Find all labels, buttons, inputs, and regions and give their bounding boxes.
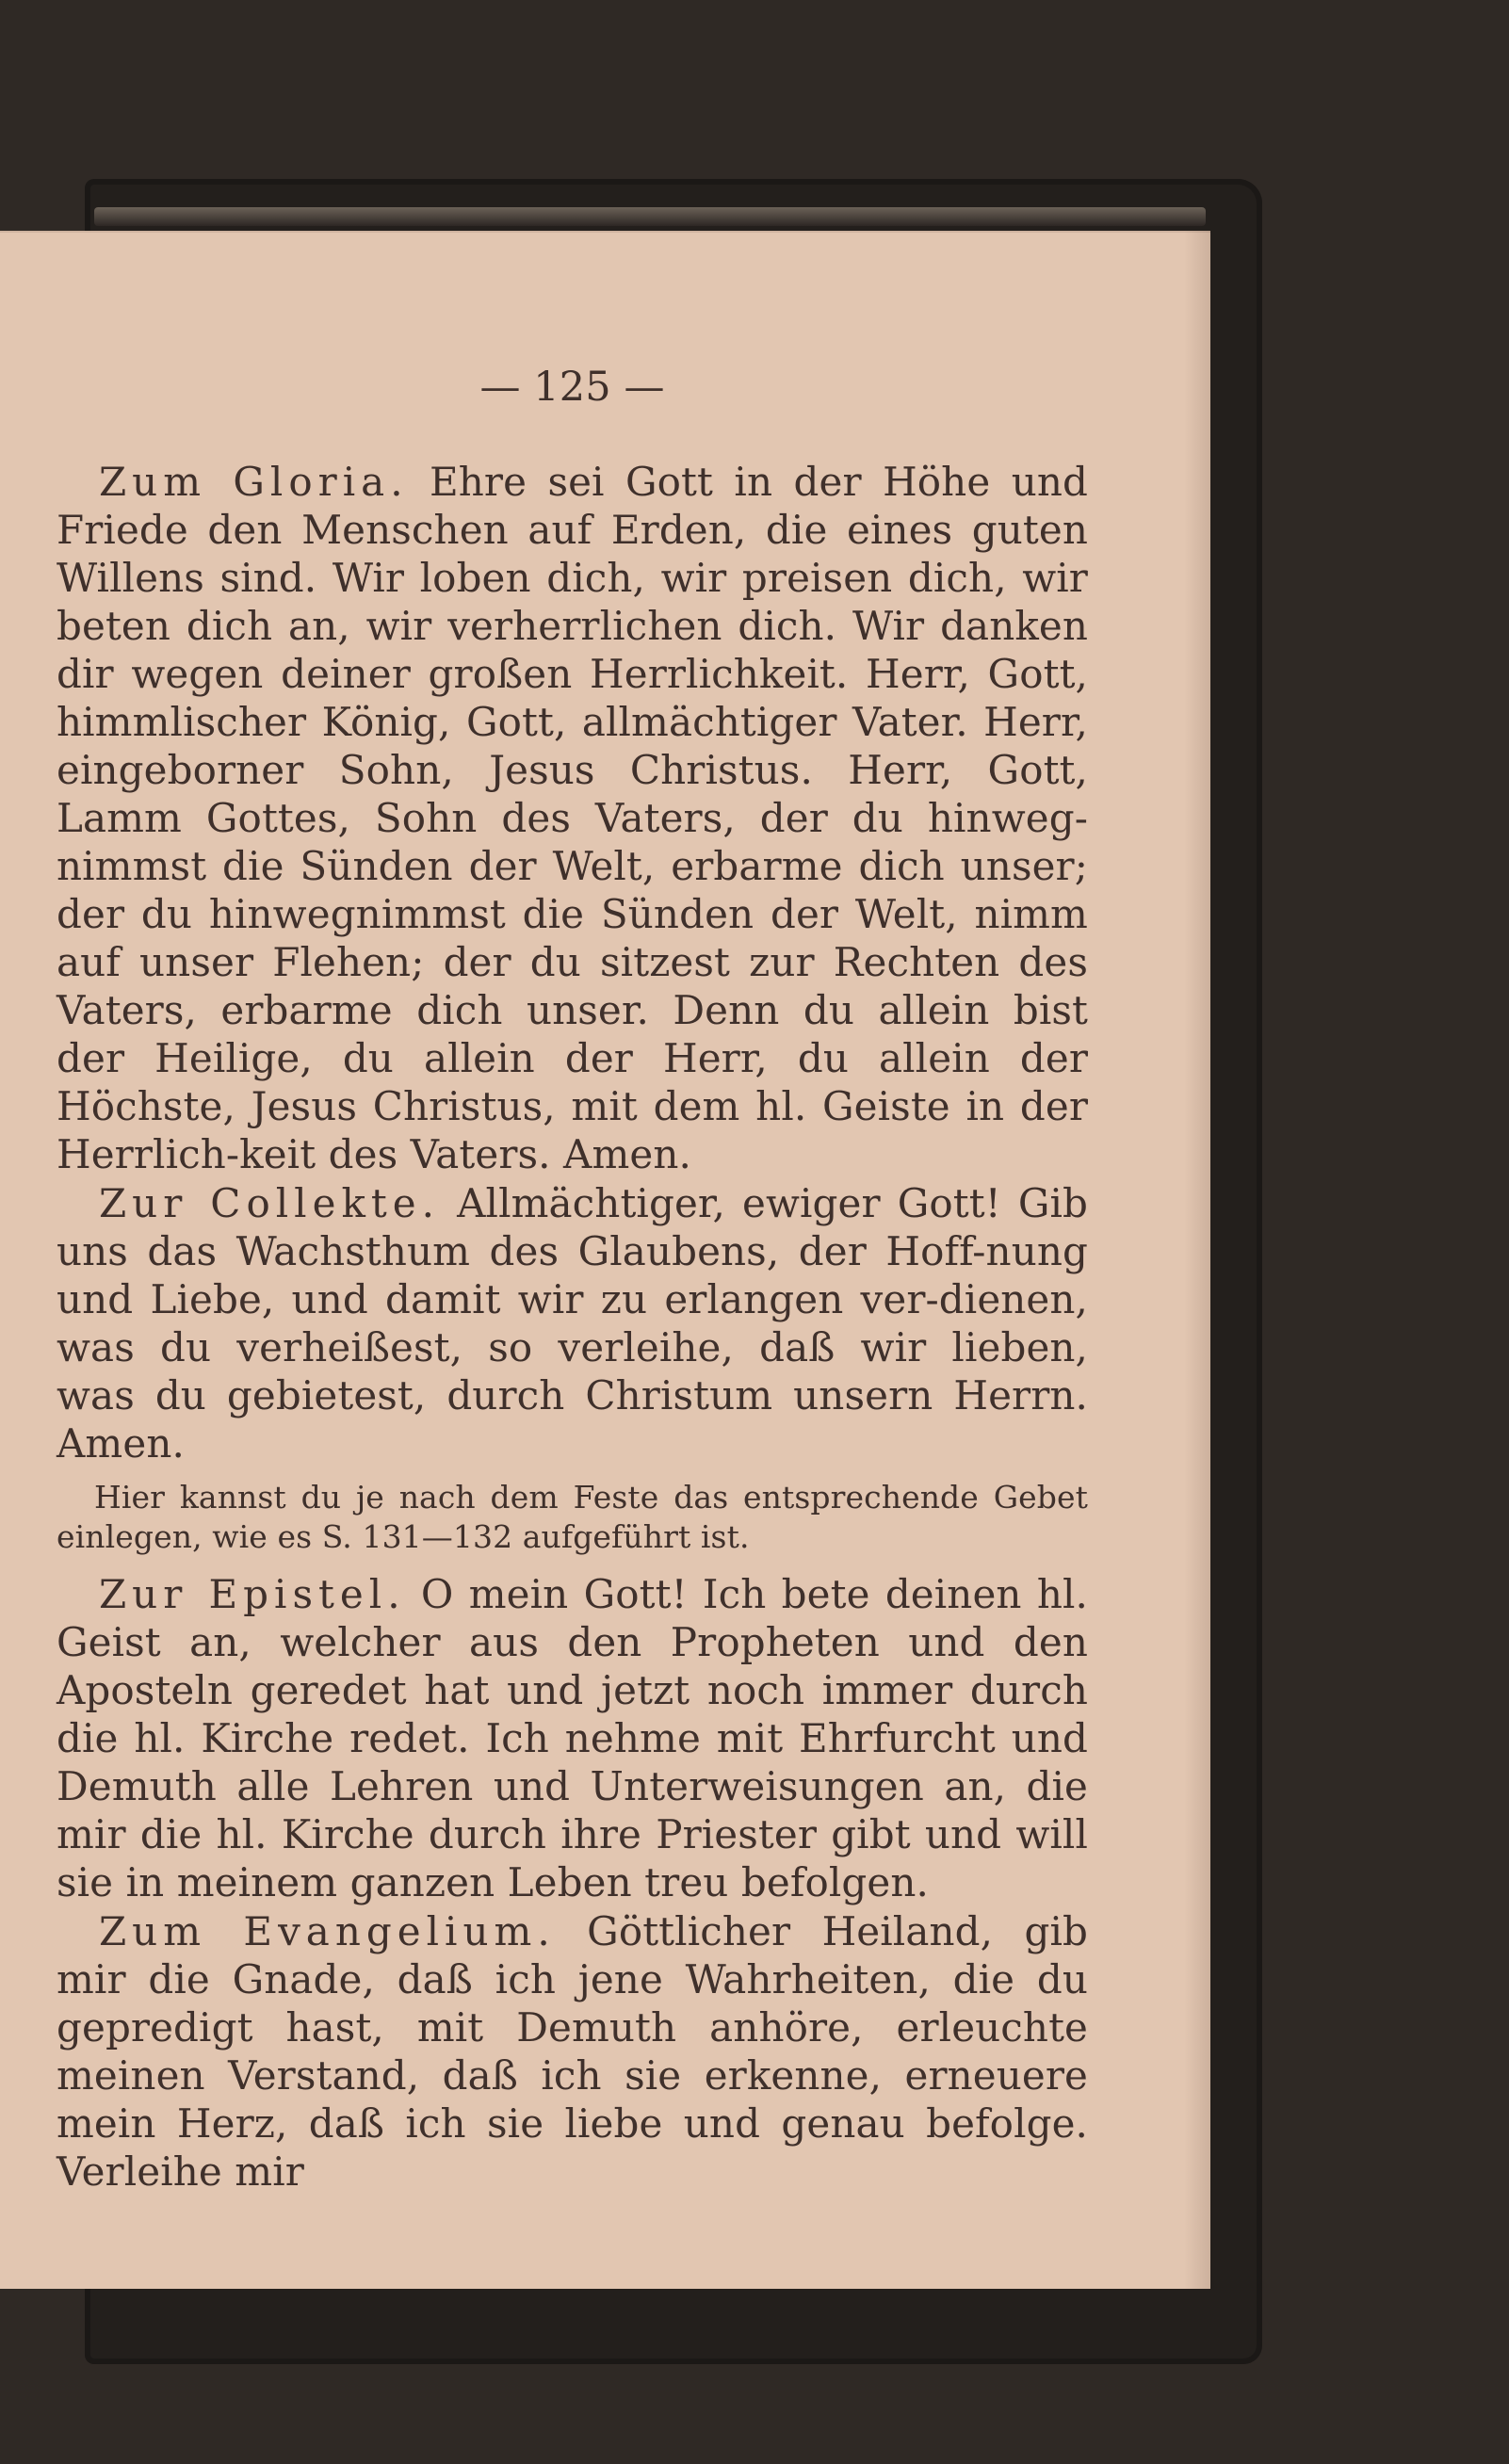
liturgical-note: Hier kannst du je nach dem Feste das entsprechende Gebet einlegen, wie es S. 131—132 aufgeführt ist. bbox=[57, 1479, 1088, 1555]
evangelium-heading: Zum Evangelium. bbox=[99, 1908, 556, 1954]
gloria-paragraph bbox=[57, 458, 1088, 1178]
page-edge-shadow bbox=[94, 207, 1206, 226]
collecte-paragraph bbox=[57, 1179, 1088, 1467]
page-text bbox=[57, 364, 1089, 2196]
epistel-paragraph bbox=[57, 1570, 1088, 1906]
gloria-heading: Zum Gloria. bbox=[99, 459, 409, 505]
gloria-text: Ehre sei Gott in der Höhe und Friede den Menschen auf Erden, die eines guten Willens sind. Wir loben dich, wir preisen dich, wir beten dich an, wir verherrlichen dich. Wir danken dir wegen deiner großen Herrlichkeit. Herr, Gott, himmlischer König, Gott, allmächtiger Vater. Herr, eingeborner Sohn, Jesus Christus. Herr, Gott, Lamm Gottes, Sohn des Vaters, der du hinweg-nimmst die Sünden der Welt, erbarme dich unser; der du hinwegnimmst die Sünden der Welt, nimm auf unser Flehen; der du sitzest zur Rechten des Vaters, erbarme dich unser. Denn du allein bist der Heilige, du allein der Herr, du allein der Höchste, Jesus Christus, mit dem hl. Geiste in der Herrlich-keit des Vaters. Amen. bbox=[57, 459, 1088, 1177]
collecte-text: Allmächtiger, ewiger Gott! Gib uns das Wachsthum des Glaubens, der Hoff-nung und Liebe, und damit wir zu erlangen ver-dienen, was du verheißest, so verleihe, daß wir lieben, was du gebietest, durch Christum unsern Herrn. Amen. bbox=[57, 1180, 1089, 1467]
page-number: — 125 — bbox=[479, 364, 665, 411]
epistel-heading: Zur Epistel. bbox=[99, 1571, 406, 1617]
collecte-heading: Zur Collekte. bbox=[99, 1180, 440, 1226]
evangelium-paragraph bbox=[57, 1907, 1088, 2196]
evangelium-text: Göttlicher Heiland, gib mir die Gnade, daß ich jene Wahrheiten, die du gepredigt hast, mit Demuth anhöre, erleuchte meinen Verstand, daß ich sie erkenne, erneuere mein Herz, daß ich sie liebe und genau befolge. Verleihe mir bbox=[57, 1908, 1089, 2195]
epistel-text: O mein Gott! Ich bete deinen hl. Geist an, welcher aus den Propheten und den Aposteln geredet hat und jetzt noch immer durch die hl. Kirche redet. Ich nehme mit Ehrfurcht und Demuth alle Lehren und Unterweisungen an, die mir die hl. Kirche durch ihre Priester gibt und will sie in meinem ganzen Leben treu befolgen. bbox=[57, 1571, 1088, 1905]
